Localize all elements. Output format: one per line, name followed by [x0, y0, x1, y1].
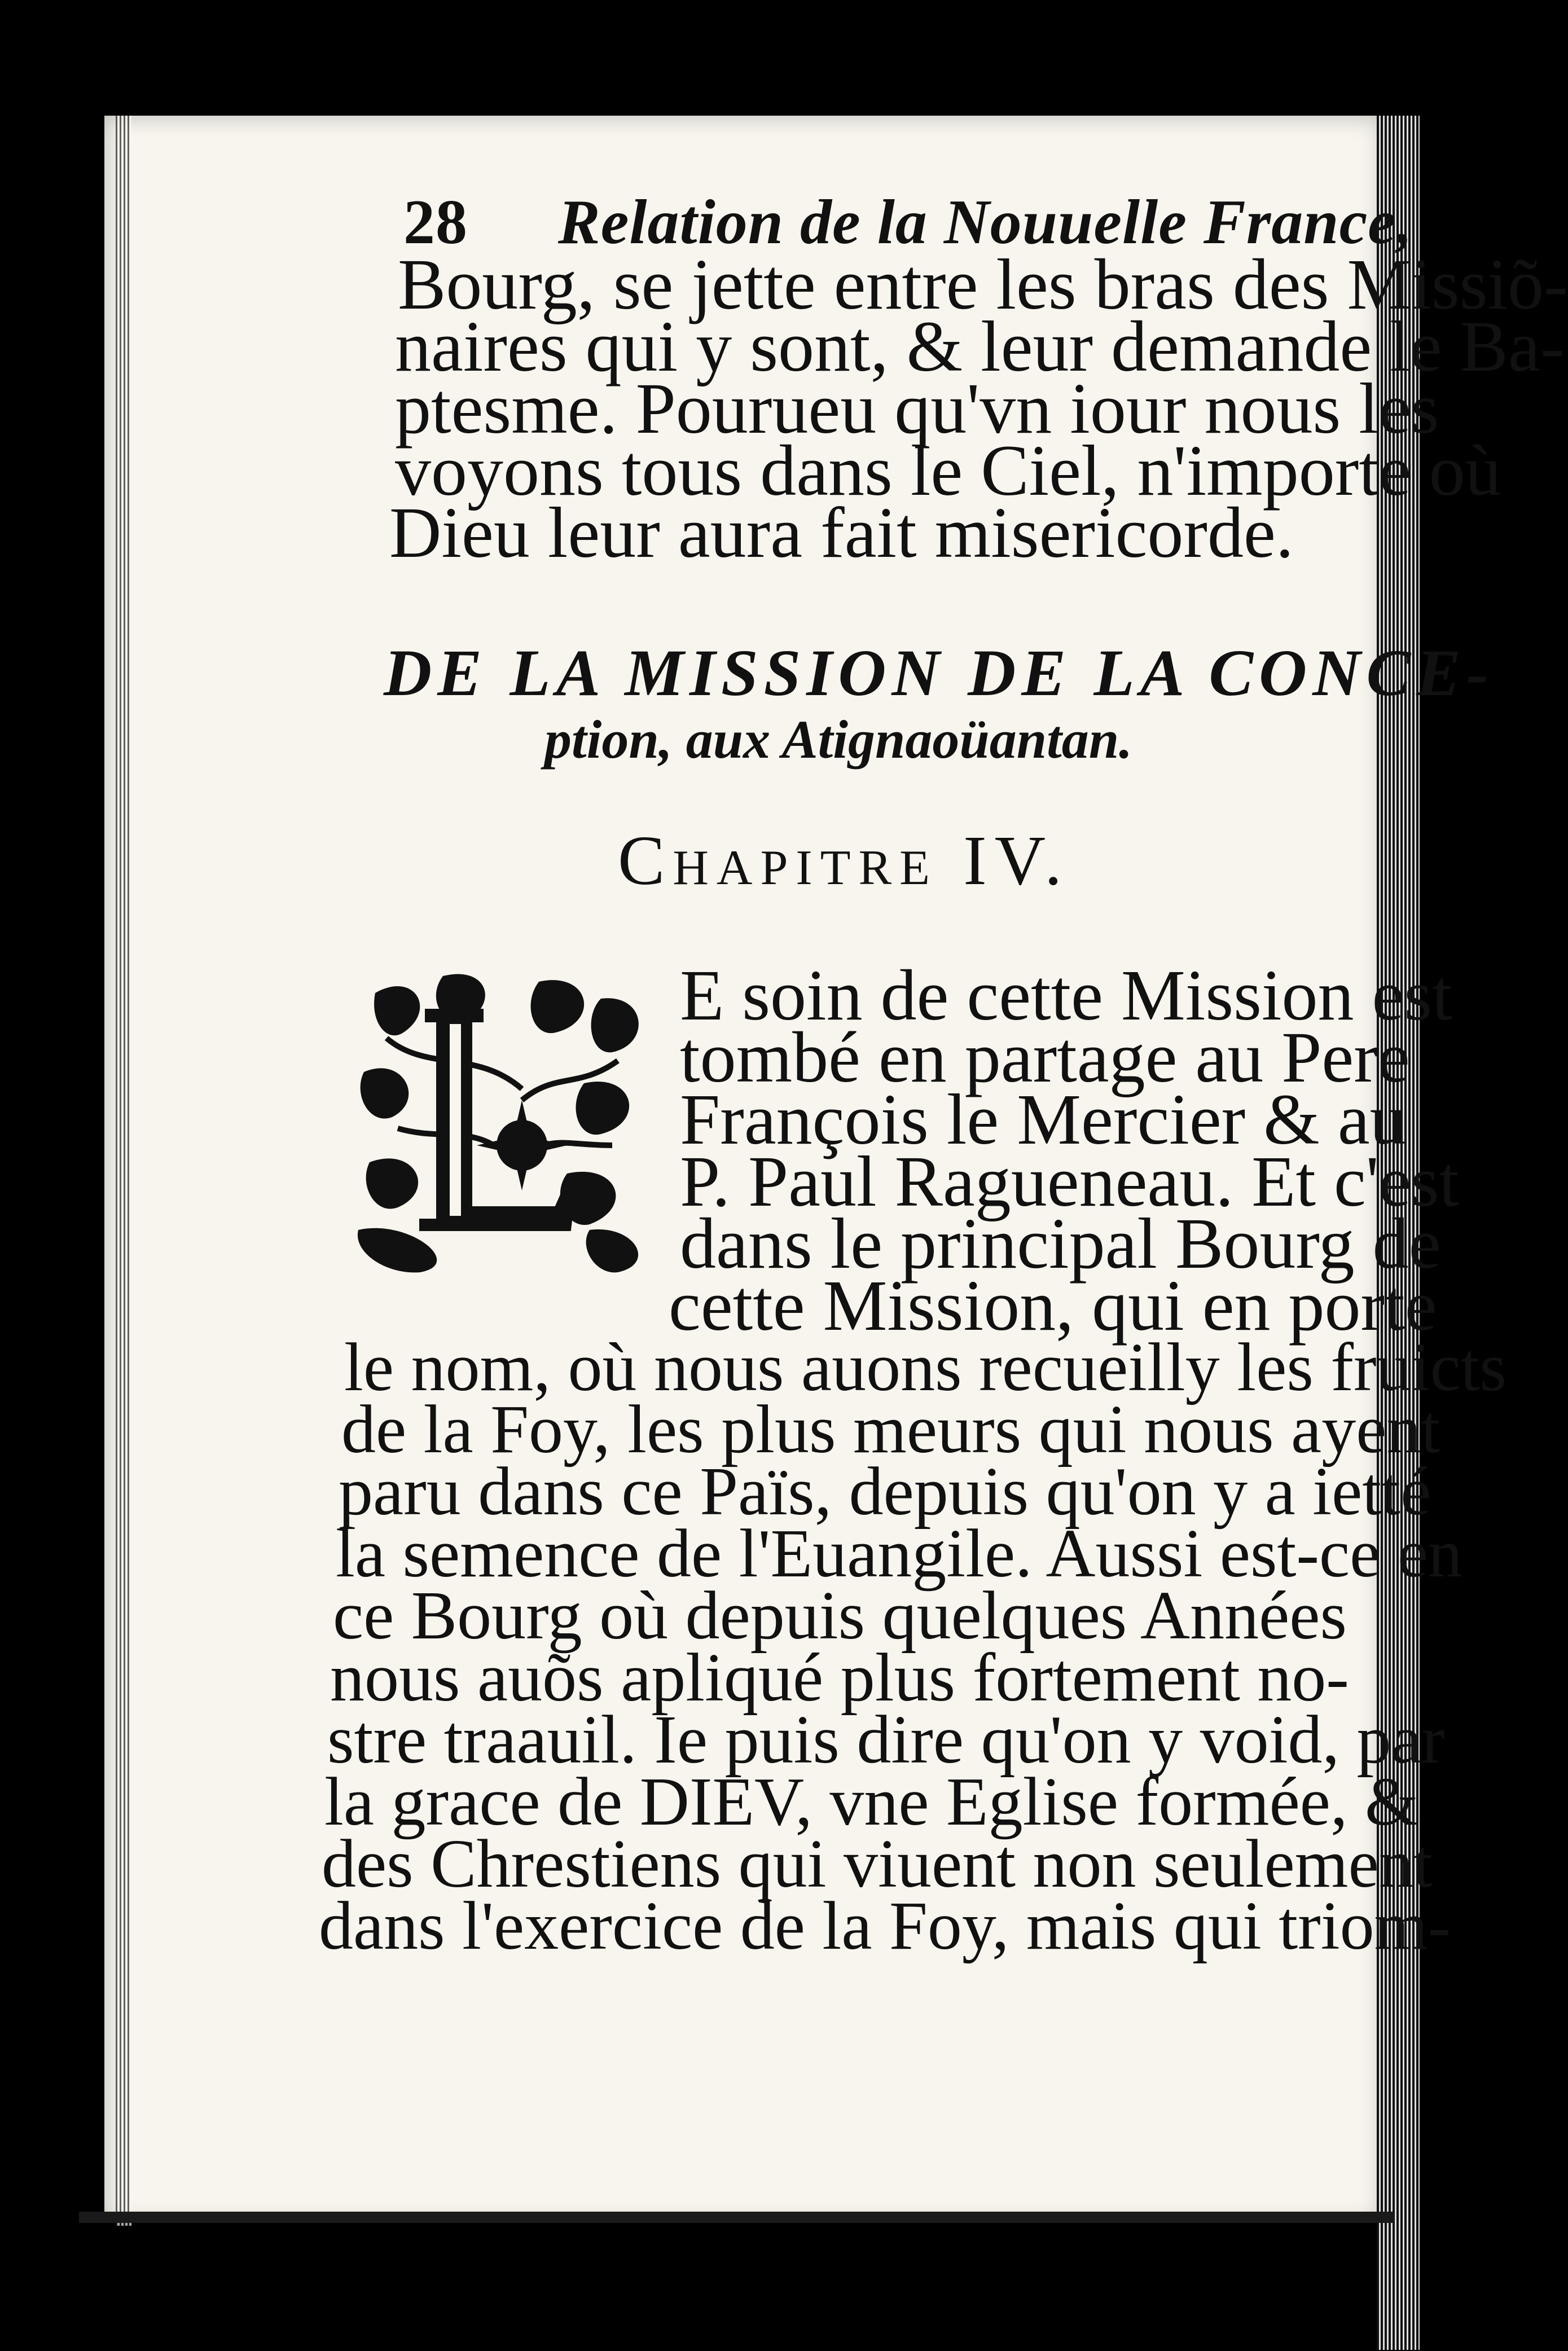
- top-paragraph-line: Bourg, se jette entre les bras des Missiõ-: [398, 244, 1568, 324]
- body-line: ce Bourg où depuis quelques Années: [333, 1577, 1347, 1654]
- page-edge-left: [116, 116, 131, 2226]
- section-subheading: ption, aux Atignaoüantan.: [544, 709, 1133, 770]
- body-line: tombé en partage au Pere: [680, 1017, 1410, 1097]
- top-paragraph-line: naires qui y sont, & leur demande le Ba-: [395, 306, 1565, 386]
- body-line: la grace de DIEV, vne Eglise formée, &: [324, 1764, 1418, 1840]
- body-line: P. Paul Ragueneau. Et c'est: [680, 1141, 1459, 1221]
- body-line: dans le principal Bourg de: [680, 1203, 1441, 1284]
- body-line: paru dans ce Païs, depuis qu'on y a ietté: [339, 1453, 1431, 1530]
- body-line: dans l'exercice de la Foy, mais qui triom-: [319, 1888, 1451, 1964]
- top-paragraph-line: ptesme. Pouruеu qu'vn iour nous les: [395, 368, 1439, 449]
- top-paragraph-line: Dieu leur aura fait misericorde.: [389, 493, 1294, 573]
- body-line: nous auõs apliqué plus fortement no-: [330, 1640, 1349, 1716]
- section-heading: DE LA MISSION DE LA CONCE-: [384, 636, 1495, 710]
- body-line: le nom, où nous auons recueilly les fruicts: [344, 1329, 1507, 1405]
- page-number: 28: [403, 187, 468, 257]
- body-line: E soin de cette Mission est: [680, 955, 1452, 1035]
- body-line: cette Mission, qui en porte: [669, 1265, 1437, 1346]
- body-line: des Chrestiens qui viuent non seulement: [322, 1826, 1433, 1902]
- body-line: de la Foy, les plus meurs qui nous ayent: [341, 1391, 1440, 1467]
- body-line: François le Mercier & au: [680, 1079, 1406, 1159]
- body-line: stre traauil. Ie puis dire qu'on y void, par: [327, 1702, 1445, 1778]
- chapter-title: Chapitre IV.: [618, 822, 1070, 900]
- body-line: la semence de l'Euangile. Aussi est-ce en: [336, 1515, 1462, 1592]
- top-paragraph-line: voyons tous dans le Ciel, n'importe où: [395, 430, 1501, 511]
- running-head-title: Relation de la Nouuelle France,: [558, 187, 1413, 257]
- drop-cap: [353, 959, 657, 1275]
- ornamental-foliage-icon: [353, 959, 657, 1275]
- page-edge-bottom: [79, 2212, 1394, 2223]
